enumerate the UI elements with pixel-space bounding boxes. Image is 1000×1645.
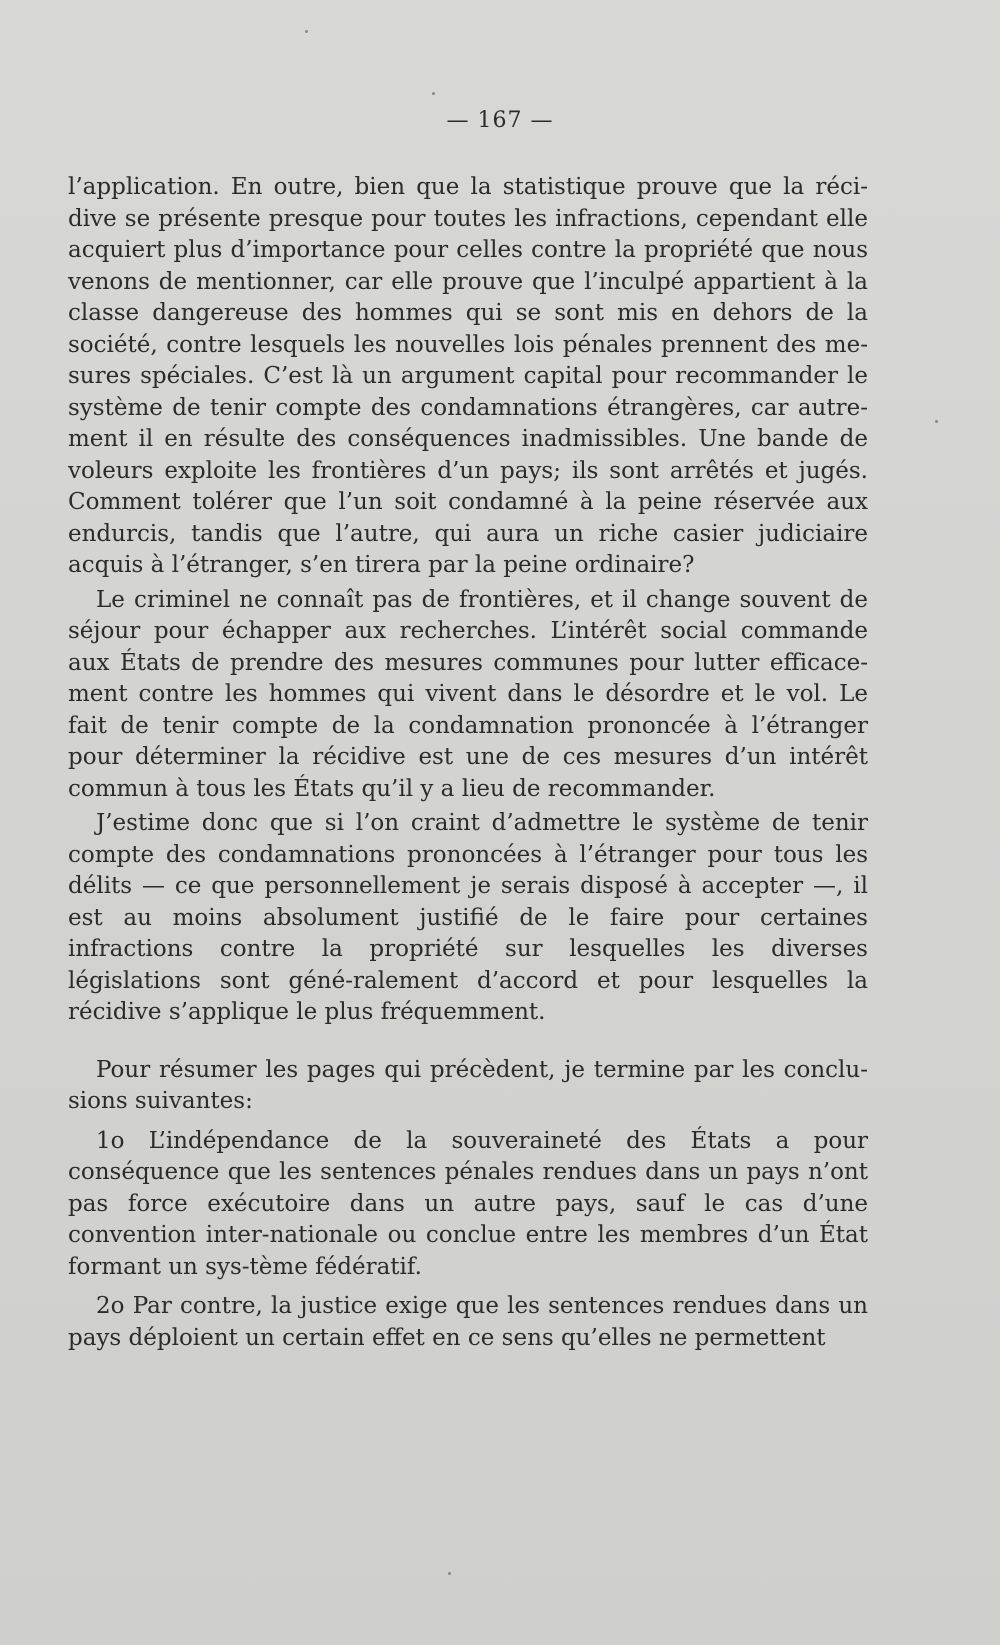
paper-speck	[432, 92, 435, 95]
conclusion-2: 2o Par contre, la justice exige que les sentences rendues dans un pays déploient un certain effet en ce sens qu’elles ne permettent	[68, 1293, 868, 1351]
paper-speck	[305, 30, 308, 33]
body-text	[68, 172, 868, 1354]
paragraph-1: l’application. En outre, bien que la statistique prouve que la réci-dive se présente presque pour toutes les infractions, cependant elle acquiert plus d’importance pour celles contre la propriété que nous venons de mentionner, car elle prouve que l’inculpé appartient à la classe dangereuse des hommes qui se sont mis en dehors de la société, contre lesquels les nouvelles lois pénales prennent des me-sures spéciales. C’est là un argument capital pour recommander le système de tenir compte des condamnations étrangères, car autre-ment il en résulte des conséquences inadmissibles. Une bande de voleurs exploite les frontières d’un pays; ils sont arrêtés et jugés. Comment tolérer que l’un soit condamné à la peine réservée aux endurcis, tandis que l’autre, qui aura un riche casier judiciaire acquis à l’étranger, s’en tirera par la peine ordinaire?	[68, 174, 868, 578]
paragraph-4: Pour résumer les pages qui précèdent, je termine par les conclu-sions suivantes:	[68, 1056, 868, 1114]
paper-speck	[448, 1572, 451, 1575]
paragraph-3: J’estime donc que si l’on craint d’admettre le système de tenir compte des condamnations prononcées à l’étranger pour tous les délits — ce que personnellement je serais disposé à accepter —, il est au moins absolument justifié de le faire pour certaines infractions contre la propriété sur lesquelles les diverses législations sont géné-ralement d’accord et pour lesquelles la récidive s’applique le plus fréquemment.	[68, 810, 868, 1025]
conclusion-1: 1o L’indépendance de la souveraineté des États a pour conséquence que les sentences pénales rendues dans un pays n’ont pas force exécutoire dans un autre pays, sauf le cas d’une convention inter-nationale ou conclue entre les membres d’un État formant un sys-tème fédératif.	[68, 1127, 868, 1280]
paragraph-2: Le criminel ne connaît pas de frontières, et il change souvent de séjour pour échapper aux recherches. L’intérêt social commande aux États de prendre des mesures communes pour lutter efficace-ment contre les hommes qui vivent dans le désordre et le vol. Le fait de tenir compte de la condamnation prononcée à l’étranger pour déterminer la récidive est une de ces mesures d’un intérêt commun à tous les États qu’il y a lieu de recommander.	[68, 586, 868, 802]
page-number: — 167 —	[446, 108, 554, 133]
paper-speck	[935, 420, 938, 423]
